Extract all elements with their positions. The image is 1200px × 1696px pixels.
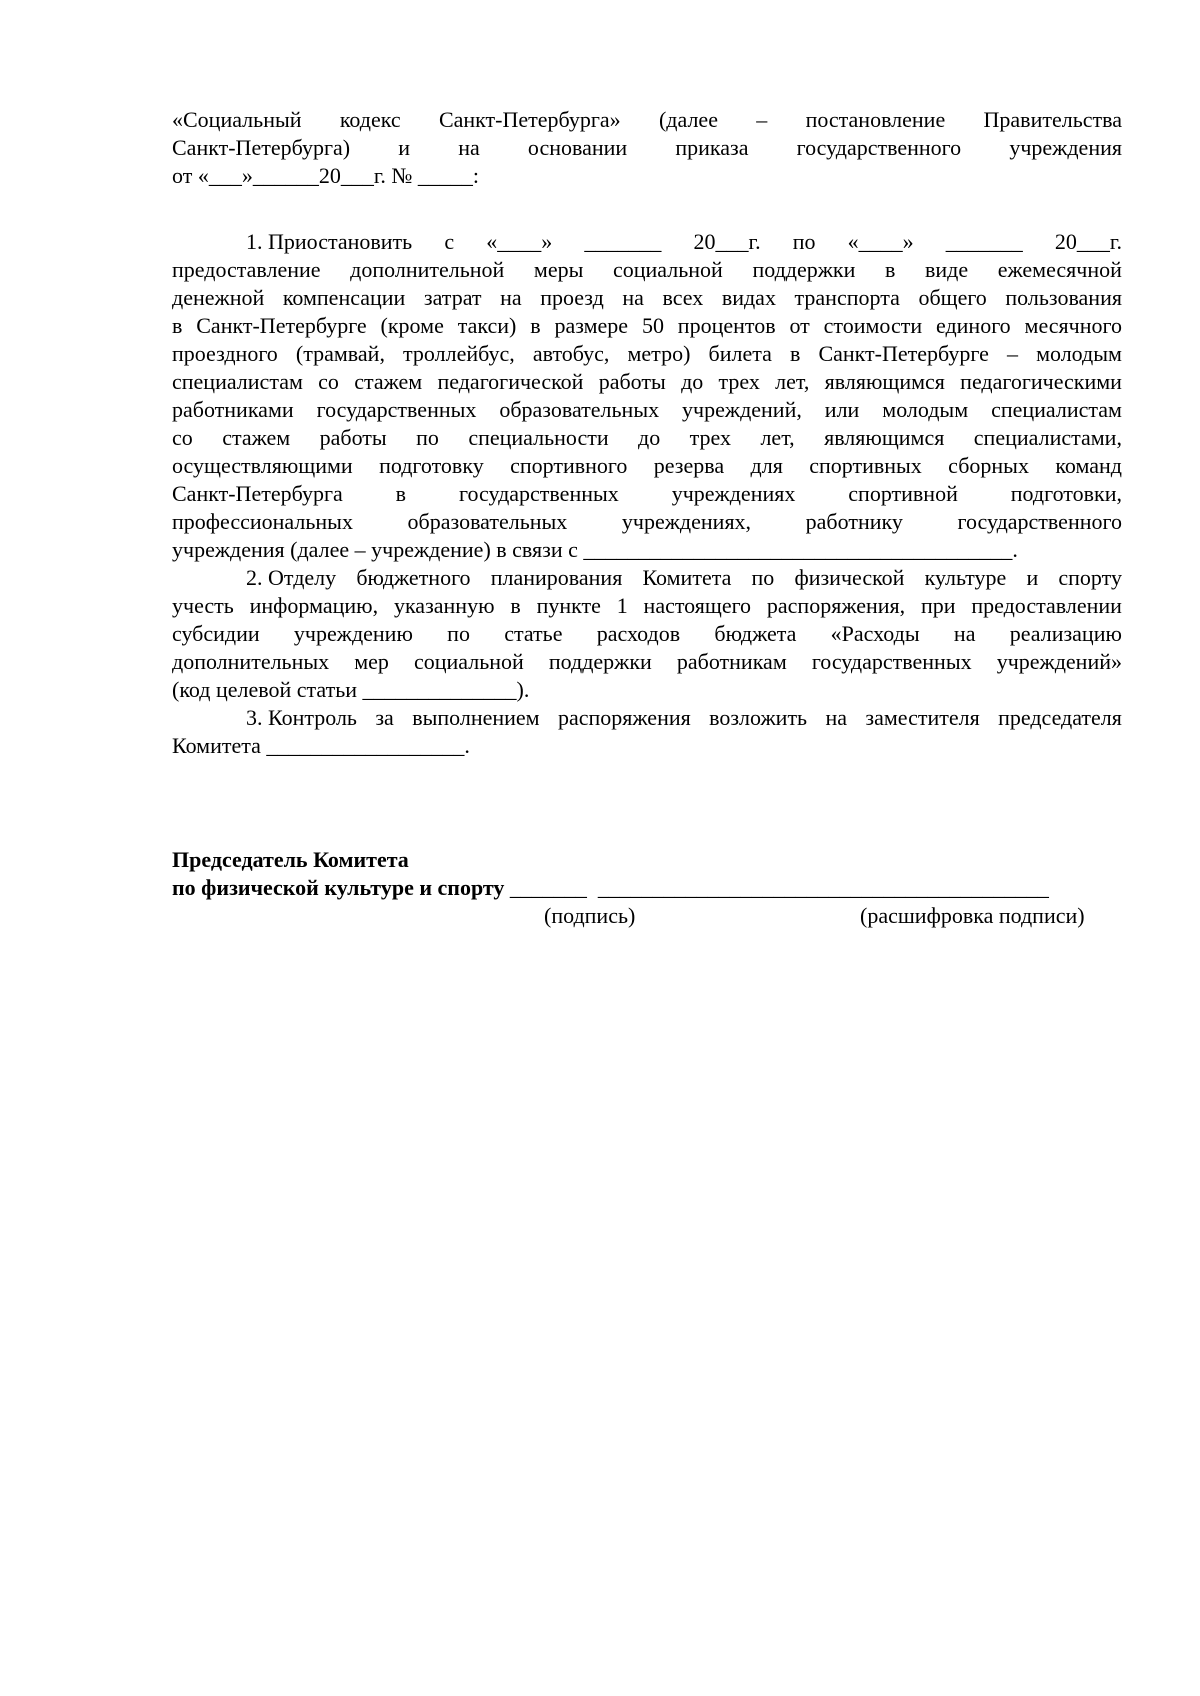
word: государственных bbox=[458, 481, 619, 506]
word: от bbox=[789, 313, 810, 338]
word: «Расходы bbox=[830, 621, 920, 646]
word: меры bbox=[533, 257, 584, 282]
word: председателя bbox=[998, 705, 1122, 730]
word: учесть bbox=[172, 593, 234, 618]
signature-blank: _______ bbox=[509, 875, 587, 900]
p1-line-3 bbox=[172, 284, 1122, 312]
word: 1 bbox=[616, 593, 628, 618]
word: постановление bbox=[805, 107, 946, 132]
signature-label: (подпись) bbox=[544, 903, 636, 928]
word: трех bbox=[689, 425, 732, 450]
word: лет, bbox=[760, 425, 795, 450]
word: Комитета bbox=[642, 565, 732, 590]
word: 50 bbox=[641, 313, 664, 338]
word: лет, bbox=[775, 369, 810, 394]
word: по bbox=[751, 565, 775, 590]
word: до bbox=[681, 369, 704, 394]
p1-line-10 bbox=[172, 480, 1122, 508]
word: указанную bbox=[393, 593, 495, 618]
word: предоставление bbox=[172, 257, 321, 282]
word: учреждений» bbox=[996, 649, 1122, 674]
word: молодым bbox=[1036, 341, 1122, 366]
word: по bbox=[416, 425, 439, 450]
word: педагогической bbox=[437, 369, 584, 394]
p2-line-4 bbox=[172, 648, 1122, 676]
word: являющимся bbox=[824, 369, 945, 394]
word: единого bbox=[935, 313, 1011, 338]
word: поддержки bbox=[548, 649, 652, 674]
word: – bbox=[1006, 341, 1018, 366]
word: учреждениях, bbox=[621, 509, 752, 534]
word: работы bbox=[319, 425, 387, 450]
word: «____» bbox=[847, 229, 914, 254]
p2-line-1 bbox=[172, 564, 1122, 592]
word: государственного bbox=[796, 135, 962, 160]
word: образовательных bbox=[407, 509, 568, 534]
word: Санкт-Петербурге bbox=[818, 341, 989, 366]
word: резерва bbox=[653, 453, 725, 478]
word: или bbox=[824, 397, 860, 422]
word: в bbox=[510, 593, 521, 618]
word: кодекс bbox=[339, 107, 401, 132]
word: 2. Отделу bbox=[246, 565, 337, 590]
p2-line-3 bbox=[172, 620, 1122, 648]
word: на bbox=[458, 135, 480, 160]
word: метро) bbox=[627, 341, 691, 366]
p3-line-1 bbox=[172, 704, 1122, 732]
word: денежной bbox=[172, 285, 265, 310]
p1-line-8 bbox=[172, 424, 1122, 452]
word: видах bbox=[721, 285, 776, 310]
word: 20___г. bbox=[693, 229, 761, 254]
word: «____» bbox=[486, 229, 553, 254]
word: учреждениях bbox=[671, 481, 796, 506]
intro-block bbox=[172, 106, 1122, 190]
word: возложить bbox=[709, 705, 808, 730]
word: и bbox=[1026, 565, 1039, 590]
word: Правительства bbox=[983, 107, 1122, 132]
word: поддержки bbox=[752, 257, 856, 282]
word: учреждения bbox=[1009, 135, 1122, 160]
word: бюджетного bbox=[356, 565, 471, 590]
paragraph-3 bbox=[172, 704, 1122, 760]
word: работнику bbox=[805, 509, 903, 534]
word: трех bbox=[718, 369, 760, 394]
word: стажем bbox=[354, 369, 423, 394]
signature-labels bbox=[172, 902, 1122, 930]
word: спортивных bbox=[809, 453, 922, 478]
word: с bbox=[444, 229, 455, 254]
p1-line-9 bbox=[172, 452, 1122, 480]
p1-line-6 bbox=[172, 368, 1122, 396]
word: всех bbox=[662, 285, 704, 310]
word: в bbox=[789, 341, 801, 366]
signature-title-line-1: Председатель Комитета bbox=[172, 847, 409, 872]
signature-name-label: (расшифровка подписи) bbox=[860, 903, 1085, 928]
word: субсидии bbox=[172, 621, 260, 646]
word: _______ bbox=[945, 229, 1023, 254]
p1-line-11 bbox=[172, 508, 1122, 536]
word: по bbox=[447, 621, 470, 646]
word: _______ bbox=[584, 229, 662, 254]
word: молодым bbox=[882, 397, 969, 422]
word: информацию, bbox=[249, 593, 379, 618]
word: спортивной bbox=[848, 481, 958, 506]
word: осуществляющими bbox=[172, 453, 353, 478]
word: 3. Контроль bbox=[246, 705, 357, 730]
word: процентов bbox=[677, 313, 776, 338]
word: распоряжения, bbox=[766, 593, 906, 618]
word: при bbox=[920, 593, 956, 618]
word: за bbox=[375, 705, 394, 730]
word: на bbox=[500, 285, 522, 310]
word: ежемесячной bbox=[997, 257, 1122, 282]
name-blank: _________________________________________ bbox=[597, 875, 1049, 900]
word: профессиональных bbox=[172, 509, 353, 534]
word: автобус, bbox=[532, 341, 610, 366]
word: мер bbox=[354, 649, 389, 674]
word: статье bbox=[504, 621, 563, 646]
word: Санкт-Петербурга bbox=[172, 481, 343, 506]
word: специалистам bbox=[991, 397, 1122, 422]
word: бюджета bbox=[714, 621, 797, 646]
p1-line-4 bbox=[172, 312, 1122, 340]
word: государственных bbox=[811, 649, 972, 674]
word: выполнением bbox=[412, 705, 540, 730]
word: государственного bbox=[957, 509, 1122, 534]
word: 20___г. bbox=[1054, 229, 1122, 254]
word: социальной bbox=[613, 257, 723, 282]
p1-line-1 bbox=[172, 228, 1122, 256]
word: спортивного bbox=[510, 453, 628, 478]
word: команд bbox=[1055, 453, 1122, 478]
p2-line-5: (код целевой статьи ______________). bbox=[172, 677, 530, 702]
word: стоимости bbox=[823, 313, 923, 338]
word: по bbox=[792, 229, 816, 254]
word: в bbox=[530, 313, 541, 338]
word: в bbox=[885, 257, 896, 282]
word: проездного bbox=[172, 341, 278, 366]
word: Санкт-Петербурге bbox=[196, 313, 367, 338]
word: подготовки, bbox=[1010, 481, 1122, 506]
word: государственных bbox=[316, 397, 477, 422]
word: основании bbox=[527, 135, 628, 160]
word: и bbox=[398, 135, 411, 160]
word: компенсации bbox=[282, 285, 406, 310]
p1-line-2 bbox=[172, 256, 1122, 284]
word: на bbox=[825, 705, 848, 730]
word: учреждению bbox=[293, 621, 413, 646]
word: работниками bbox=[172, 397, 294, 422]
word: (далее bbox=[658, 107, 718, 132]
word: (трамвай, bbox=[295, 341, 385, 366]
word: транспорта bbox=[794, 285, 900, 310]
word: дополнительных bbox=[172, 649, 330, 674]
intro-line-2 bbox=[172, 134, 1122, 162]
word: физической bbox=[794, 565, 905, 590]
word: культуре bbox=[924, 565, 1007, 590]
word: на bbox=[622, 285, 644, 310]
word: спорту bbox=[1058, 565, 1122, 590]
word: планирования bbox=[490, 565, 623, 590]
paragraph-1 bbox=[172, 228, 1122, 564]
p1-line-7 bbox=[172, 396, 1122, 424]
word: пункте bbox=[536, 593, 601, 618]
intro-line-3: от «___»______20___г. № _____: bbox=[172, 163, 479, 188]
word: образовательных bbox=[499, 397, 660, 422]
word: подготовку bbox=[379, 453, 484, 478]
word: такси) bbox=[457, 313, 517, 338]
word: специалистами, bbox=[973, 425, 1122, 450]
word: работникам bbox=[676, 649, 787, 674]
word: распоряжения bbox=[557, 705, 691, 730]
word: для bbox=[750, 453, 783, 478]
signature-title bbox=[172, 846, 1122, 902]
word: работы bbox=[598, 369, 666, 394]
word: в bbox=[172, 313, 183, 338]
word: затрат bbox=[423, 285, 482, 310]
signature-title-text: по физической культуре и спорту bbox=[172, 875, 505, 900]
word: педагогическими bbox=[960, 369, 1122, 394]
paragraph-2 bbox=[172, 564, 1122, 704]
word: настоящего bbox=[643, 593, 752, 618]
word: со bbox=[318, 369, 339, 394]
word: размере bbox=[554, 313, 629, 338]
word: «Социальный bbox=[172, 107, 302, 132]
word: месячного bbox=[1024, 313, 1122, 338]
p2-line-2 bbox=[172, 592, 1122, 620]
p1-line-5 bbox=[172, 340, 1122, 368]
word: являющимся bbox=[824, 425, 945, 450]
word: учреждений, bbox=[682, 397, 802, 422]
p1-line-12: учреждения (далее – учреждение) в связи с _______________________________________. bbox=[172, 537, 1018, 562]
word: дополнительной bbox=[350, 257, 505, 282]
word: билета bbox=[708, 341, 772, 366]
word: троллейбус, bbox=[403, 341, 515, 366]
word: общего bbox=[918, 285, 987, 310]
word: со bbox=[172, 425, 193, 450]
word: (кроме bbox=[380, 313, 444, 338]
word: Санкт-Петербурга) bbox=[172, 135, 351, 160]
word: заместителя bbox=[865, 705, 980, 730]
word: предоставлении bbox=[971, 593, 1122, 618]
word: стажем bbox=[222, 425, 291, 450]
word: пользования bbox=[1005, 285, 1122, 310]
word: приказа bbox=[675, 135, 749, 160]
word: проезд bbox=[540, 285, 604, 310]
word: социальной bbox=[413, 649, 524, 674]
word: специальности bbox=[468, 425, 609, 450]
intro-line-1 bbox=[172, 106, 1122, 134]
word: 1. Приостановить bbox=[246, 229, 413, 254]
word: реализацию bbox=[1009, 621, 1122, 646]
word: на bbox=[953, 621, 976, 646]
word: сборных bbox=[948, 453, 1029, 478]
word: – bbox=[756, 107, 768, 132]
word: до bbox=[638, 425, 661, 450]
signature-title-line-2 bbox=[172, 874, 1122, 902]
p3-line-2: Комитета __________________. bbox=[172, 733, 470, 758]
word: расходов bbox=[596, 621, 681, 646]
word: виде bbox=[925, 257, 969, 282]
word: в bbox=[395, 481, 407, 506]
word: специалистам bbox=[172, 369, 303, 394]
word: Санкт-Петербурга» bbox=[438, 107, 621, 132]
